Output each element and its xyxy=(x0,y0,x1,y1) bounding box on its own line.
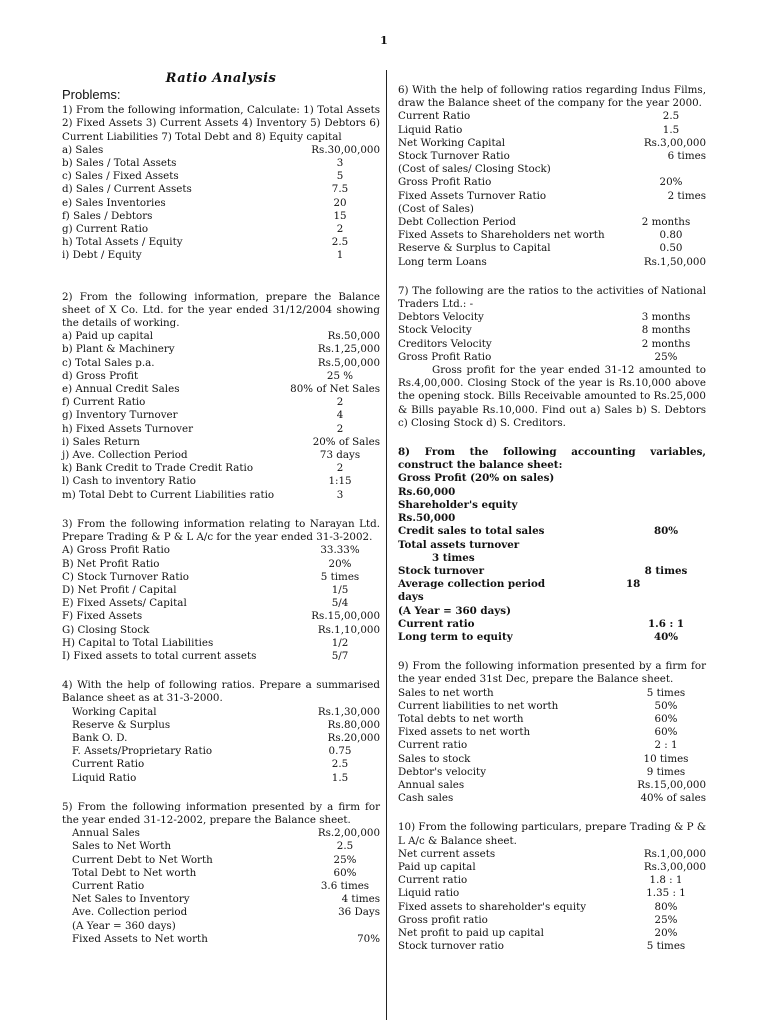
ratio-row: Liquid ratio 1.35 : 1 xyxy=(398,887,686,900)
ratio-row: Creditors Velocity 2 months xyxy=(398,337,691,350)
ratio-row: Net current assets Rs.1,00,000 xyxy=(398,847,706,860)
problem-1 xyxy=(62,104,380,262)
ratio-row: i) Sales Return 20% of Sales xyxy=(62,435,380,448)
ratio-row: Current Ratio 2.5 xyxy=(72,758,349,771)
ratio-row: Debt Collection Period 2 months xyxy=(398,216,691,229)
ratio-row: c) Total Sales p.a. Rs.5,00,000 xyxy=(62,356,380,369)
problem-intro: 6) With the help of following ratios regarding Indus Films, draw the Balance sheet of the company for the year 2000. xyxy=(398,84,706,110)
ratio-row: D) Net Profit / Capital 1/5 xyxy=(62,583,349,596)
ratio-row: l) Cash to inventory Ratio 1:15 xyxy=(62,475,352,488)
ratio-row: C) Stock Turnover Ratio 5 times xyxy=(62,570,360,583)
ratio-row: Average collection period 18 xyxy=(398,578,641,591)
right-column xyxy=(398,84,706,969)
problem-4 xyxy=(62,679,380,785)
problem-intro: 7) The following are the ratios to the activities of National Traders Ltd.: - xyxy=(398,284,706,311)
ratio-row: Net Sales to Inventory 4 times xyxy=(72,893,380,906)
ratio-row: (Cost of sales/ Closing Stock) xyxy=(398,163,551,176)
ratio-row: Fixed Assets to Net worth 70% xyxy=(72,932,380,945)
ratio-row: Debtor's velocity 9 times xyxy=(398,765,686,778)
problem-6 xyxy=(398,84,706,269)
problem-intro: 4) With the help of following ratios. Prepare a summarised Balance sheet as at 31-3-2000. xyxy=(62,679,380,705)
ratio-row: b) Plant & Machinery Rs.1,25,000 xyxy=(62,343,380,356)
ratio-row: B) Net Profit Ratio 20% xyxy=(62,557,352,570)
ratio-row: Sales to stock 10 times xyxy=(398,752,689,765)
ratio-row: Reserve & Surplus Rs.80,000 xyxy=(72,718,380,731)
problem-9 xyxy=(398,660,706,805)
ratio-row: Reserve & Surplus to Capital 0.50 xyxy=(398,242,683,255)
ratio-row: d) Sales / Current Assets 7.5 xyxy=(62,183,349,196)
problem-10 xyxy=(398,821,706,953)
ratio-row: a) Sales Rs.30,00,000 xyxy=(62,143,380,156)
ratio-row: Total assets turnover xyxy=(398,538,520,551)
ratio-row: d) Gross Profit 25 % xyxy=(62,369,354,382)
ratio-row: Current liabilities to net worth 50% xyxy=(398,699,678,712)
ratio-row: Current Debt to Net Worth 25% xyxy=(72,853,357,866)
ratio-row: Rs.60,000 xyxy=(398,485,456,498)
problem-7 xyxy=(398,285,706,430)
ratio-row: Fixed Assets Turnover Ratio 2 times xyxy=(398,189,706,202)
ratio-row: Working Capital Rs.1,30,000 xyxy=(72,705,380,718)
ratio-row: Total debts to net worth 60% xyxy=(398,712,678,725)
ratio-row: Fixed assets to net worth 60% xyxy=(398,726,678,739)
ratio-row: Current Ratio 3.6 times xyxy=(72,879,370,892)
ratio-row: Stock turnover 8 times xyxy=(398,564,688,577)
ratio-row: Annual sales Rs.15,00,000 xyxy=(398,778,706,791)
ratio-row: Net profit to paid up capital 20% xyxy=(398,926,678,939)
ratio-row: G) Closing Stock Rs.1,10,000 xyxy=(62,623,380,636)
ratio-row: Credit sales to total sales 80% xyxy=(398,525,679,538)
ratio-row: Gross Profit Ratio 25% xyxy=(398,350,678,363)
ratio-row: I) Fixed assets to total current assets 5/7 xyxy=(62,649,349,662)
ratio-row: Long term Loans Rs.1,50,000 xyxy=(398,255,706,268)
problem-paragraph: Gross profit for the year ended 31-12 amounted to Rs.4,00,000. Closing Stock of the year is Rs.10,000 above the opening stock. Bills Receivable amounted to Rs.25,000 & Bills payable Rs.10,000. Find out a) Sales b) S. Debtors c) Closing Stock d) S. Creditors. xyxy=(398,364,706,429)
ratio-row: Liquid Ratio 1.5 xyxy=(398,123,680,136)
ratio-row: e) Sales Inventories 20 xyxy=(62,196,347,209)
problem-intro: 10) From the following particulars, prepare Trading & P & L A/c & Balance sheet. xyxy=(398,821,706,847)
ratio-row: k) Bank Credit to Trade Credit Ratio 2 xyxy=(62,462,344,475)
column-divider xyxy=(386,70,387,1020)
ratio-row: 3 times xyxy=(432,551,475,564)
problem-intro: 1) From the following information, Calculate: 1) Total Assets 2) Fixed Assets 3) Current Assets 4) Inventory 5) Debtors 6) Current Liabilities 7) Total Debt and 8) Equity capital xyxy=(62,104,380,143)
ratio-row: (A Year = 360 days) xyxy=(398,604,511,617)
problem-intro: 9) From the following information presented by a firm for the year ended 31st Dec, prepare the Balance sheet. xyxy=(398,660,706,686)
ratio-row: Current Ratio 2.5 xyxy=(398,110,680,123)
ratio-row: Current ratio 2 : 1 xyxy=(398,739,678,752)
ratio-row: g) Inventory Turnover 4 xyxy=(62,409,344,422)
ratio-row: j) Ave. Collection Period 73 days xyxy=(62,449,361,462)
ratio-row: E) Fixed Assets/ Capital 5/4 xyxy=(62,597,349,610)
ratio-row: Fixed assets to shareholder's equity 80% xyxy=(398,900,678,913)
problem-intro: 2) From the following information, prepare the Balance sheet of X Co. Ltd. for the year ended 31/12/2004 showing the details of working. xyxy=(62,290,380,330)
problem-intro: 8) From the following accounting variables, construct the balance sheet: xyxy=(398,446,706,472)
ratio-row: Gross Profit (20% on sales) xyxy=(398,472,555,485)
ratio-row: Bank O. D. Rs.20,000 xyxy=(72,731,380,744)
ratio-row: Long term to equity 40% xyxy=(398,630,679,643)
ratio-row: c) Sales / Fixed Assets 5 xyxy=(62,170,344,183)
problem-2 xyxy=(62,291,380,502)
ratio-row: h) Total Assets / Equity 2.5 xyxy=(62,236,349,249)
ratio-row: H) Capital to Total Liabilities 1/2 xyxy=(62,636,349,649)
ratio-row: h) Fixed Assets Turnover 2 xyxy=(62,422,344,435)
ratio-row: Current ratio 1.6 : 1 xyxy=(398,617,685,630)
ratio-row: F) Fixed Assets Rs.15,00,000 xyxy=(62,610,380,623)
ratio-row: m) Total Debt to Current Liabilities ratio 3 xyxy=(62,488,344,501)
ratio-row: Stock turnover ratio 5 times xyxy=(398,940,686,953)
ratio-row: Gross Profit Ratio 20% xyxy=(398,176,683,189)
ratio-row: Current ratio 1.8 : 1 xyxy=(398,874,683,887)
page-title: Ratio Analysis xyxy=(165,71,277,86)
ratio-row: Stock Velocity 8 months xyxy=(398,324,691,337)
problem-5 xyxy=(62,801,380,946)
problem-3 xyxy=(62,518,380,663)
ratio-row: Paid up capital Rs.3,00,000 xyxy=(398,860,706,873)
ratio-row: Sales to Net Worth 2.5 xyxy=(72,840,354,853)
ratio-row: Gross profit ratio 25% xyxy=(398,913,678,926)
ratio-row: Liquid Ratio 1.5 xyxy=(72,771,349,784)
ratio-row: (A Year = 360 days) xyxy=(72,919,176,932)
ratio-row: f) Current Ratio 2 xyxy=(62,396,344,409)
ratio-row: g) Current Ratio 2 xyxy=(62,223,344,236)
ratio-row: Sales to net worth 5 times xyxy=(398,686,686,699)
page-number: 1 xyxy=(380,34,388,47)
ratio-row: b) Sales / Total Assets 3 xyxy=(62,157,344,170)
ratio-row: Stock Turnover Ratio 6 times xyxy=(398,150,706,163)
ratio-row: Net Working Capital Rs.3,00,000 xyxy=(398,136,706,149)
problem-8 xyxy=(398,446,706,644)
problem-intro: 3) From the following information relating to Narayan Ltd. Prepare Trading & P & L A/c for the year ended 31-3-2002. xyxy=(62,517,380,544)
ratio-row: Shareholder's equity xyxy=(398,498,518,511)
ratio-row: days xyxy=(398,591,424,604)
ratio-row: f) Sales / Debtors 15 xyxy=(62,209,347,222)
ratio-row: Ave. Collection period 36 Days xyxy=(72,906,380,919)
ratio-row: Fixed Assets to Shareholders net worth 0.80 xyxy=(398,229,683,242)
ratio-row: a) Paid up capital Rs.50,000 xyxy=(62,330,380,343)
problem-intro: 5) From the following information presented by a firm for the year ended 31-12-2002, prepare the Balance sheet. xyxy=(62,800,380,826)
ratio-row: Rs.50,000 xyxy=(398,512,456,525)
ratio-row: Total Debt to Net worth 60% xyxy=(72,866,357,879)
ratio-row: F. Assets/Proprietary Ratio 0.75 xyxy=(72,745,352,758)
ratio-row: Debtors Velocity 3 months xyxy=(398,311,691,324)
left-column xyxy=(62,72,380,962)
ratio-row: Annual Sales Rs.2,00,000 xyxy=(72,827,380,840)
ratio-row: Cash sales 40% of sales xyxy=(398,792,706,805)
problems-heading: Problems: xyxy=(62,87,121,103)
ratio-row: A) Gross Profit Ratio 33.33% xyxy=(62,544,360,557)
ratio-row: (Cost of Sales) xyxy=(398,202,474,215)
ratio-row: i) Debt / Equity 1 xyxy=(62,249,344,262)
ratio-row: e) Annual Credit Sales 80% of Net Sales xyxy=(62,383,380,396)
